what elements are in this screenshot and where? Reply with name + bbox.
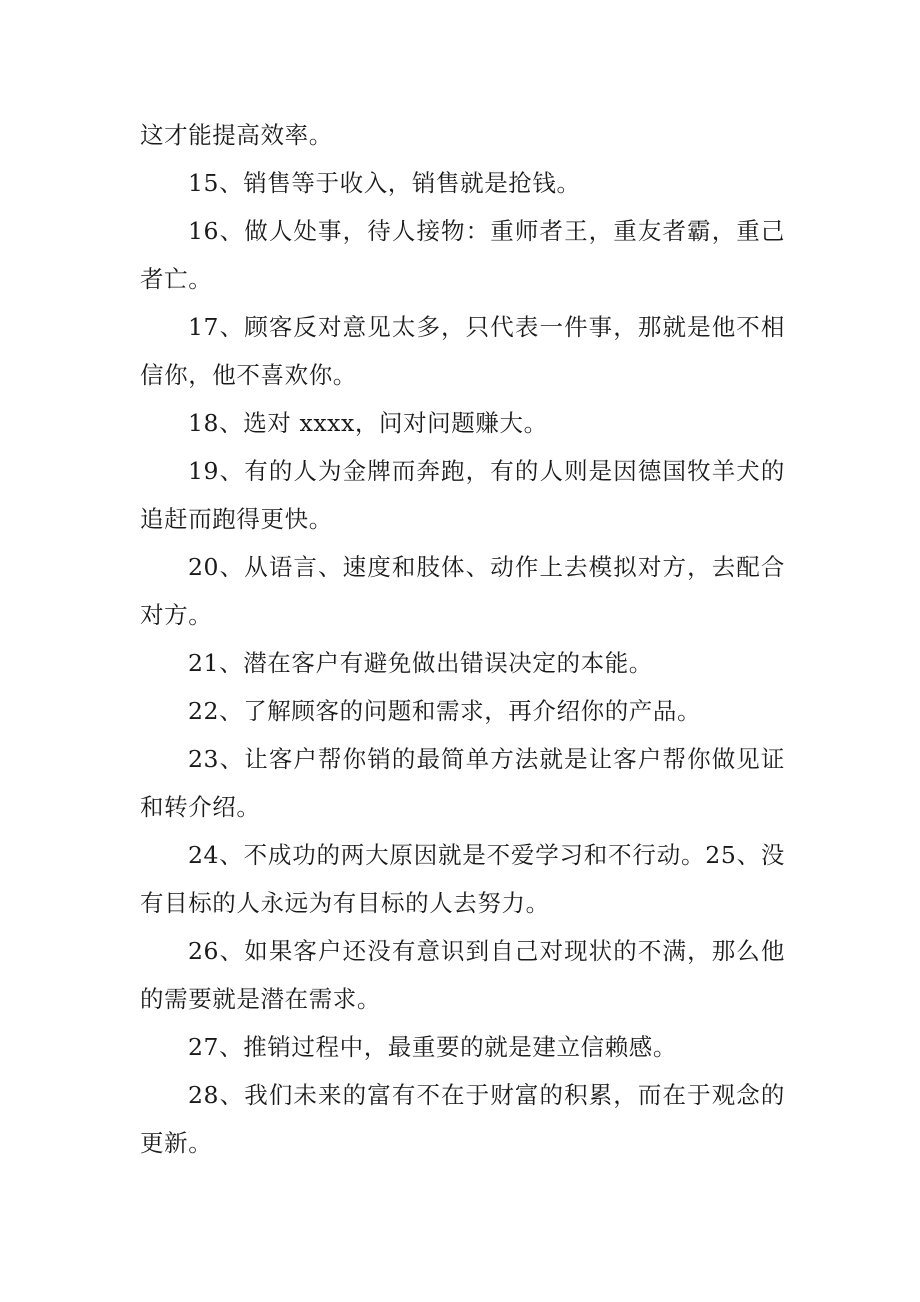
paragraph-15: 15、销售等于收入，销售就是抢钱。 bbox=[188, 169, 581, 197]
paragraph-23: 23、让客户帮你销的最简单方法就是让客户帮你做见证和转介绍。 bbox=[140, 745, 785, 821]
paragraph-16: 16、做人处事，待人接物：重师者王，重友者霸，重己者亡。 bbox=[140, 217, 785, 293]
paragraph-21: 21、潜在客户有避免做出错误决定的本能。 bbox=[188, 649, 653, 677]
paragraph-continuation: 这才能提高效率。 bbox=[140, 121, 333, 149]
paragraph-22: 22、了解顾客的问题和需求，再介绍你的产品。 bbox=[188, 697, 702, 725]
document-body bbox=[140, 111, 785, 1167]
paragraph-26: 26、如果客户还没有意识到自己对现状的不满，那么他的需要就是潜在需求。 bbox=[140, 937, 785, 1013]
paragraph-27: 27、推销过程中，最重要的就是建立信赖感。 bbox=[188, 1033, 678, 1061]
paragraph-19: 19、有的人为金牌而奔跑，有的人则是因德国牧羊犬的追赶而跑得更快。 bbox=[140, 457, 785, 533]
paragraph-18: 18、选对 xxxx，问对问题赚大。 bbox=[188, 409, 548, 437]
paragraph-17: 17、顾客反对意见太多，只代表一件事，那就是他不相信你，他不喜欢你。 bbox=[140, 313, 785, 389]
paragraph-28: 28、我们未来的富有不在于财富的积累，而在于观念的更新。 bbox=[140, 1081, 785, 1157]
paragraph-24-25: 24、不成功的两大原因就是不爱学习和不行动。25、没有目标的人永远为有目标的人去努力。 bbox=[140, 841, 785, 917]
paragraph-20: 20、从语言、速度和肢体、动作上去模拟对方，去配合对方。 bbox=[140, 553, 785, 629]
